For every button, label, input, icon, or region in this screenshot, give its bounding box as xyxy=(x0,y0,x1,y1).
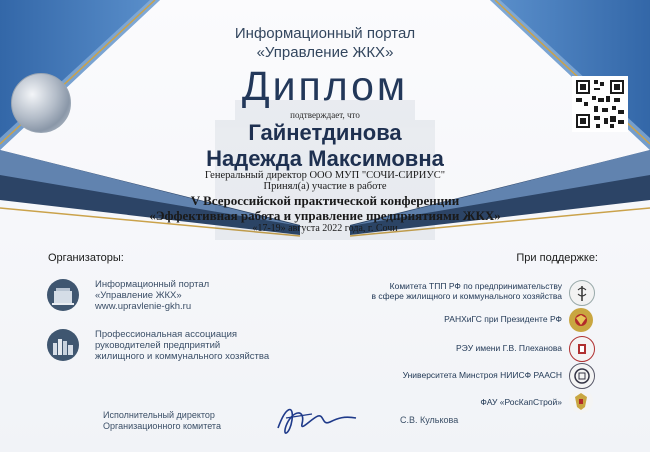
organizers-heading: Организаторы: xyxy=(48,252,124,264)
organizer-association-line1: Профессиональная ассоциация xyxy=(95,329,238,340)
portal-title xyxy=(0,24,650,62)
skyline-icon xyxy=(47,329,79,361)
portal-title-line1: Информационный портал xyxy=(234,25,416,42)
institute-emblem-icon xyxy=(569,363,595,389)
signature-icon xyxy=(272,398,362,442)
mercury-emblem-icon xyxy=(569,280,595,306)
building-icon xyxy=(47,279,79,311)
recipient-position: Генеральный директор ООО МУП "СОЧИ-СИРИУС" xyxy=(204,170,446,181)
supporter-reu: РЭУ имени Г.В. Плеханова xyxy=(455,343,562,353)
eagle-emblem-icon xyxy=(569,308,593,332)
signatory-title-line1: Исполнительный директор xyxy=(103,410,215,420)
participated-text: Принял(а) участие в работе xyxy=(263,181,387,192)
supporters-heading: При поддержке: xyxy=(516,252,598,264)
conference-title-line2: «Эффективная работа и управление предприятиями ЖКХ» xyxy=(149,208,501,223)
signatory-title xyxy=(103,410,221,432)
organizer-association xyxy=(95,329,269,362)
state-emblem-icon xyxy=(569,389,593,413)
supporter-tpp-line2: в сфере жилищного и коммунального хозяйства xyxy=(371,291,562,301)
recipient-surname: Гайнетдинова xyxy=(248,120,402,145)
recipient-name: Надежда Максимовна xyxy=(206,146,444,171)
organizer-association-line2: руководителей предприятий xyxy=(95,340,221,351)
conference-title-line1: V Всероссийской практической конференции xyxy=(190,193,460,208)
signatory-title-line2: Организационного комитета xyxy=(103,421,221,431)
supporter-roskapstroy: ФАУ «РосКапСтрой» xyxy=(480,397,562,407)
conference-date-place: «17-19» августа 2022 года, г. Сочи xyxy=(252,223,398,234)
supporter-tpp-line1: Комитета ТПП РФ по предпринимательству xyxy=(389,281,562,291)
organizer-portal-line1: Информационный портал xyxy=(95,279,210,290)
supporter-niisf: Университета Минстроя НИИСФ РААСН xyxy=(402,370,562,380)
organizer-portal-url: www.upravlenie-gkh.ru xyxy=(95,301,192,312)
diploma-title: Диплом xyxy=(241,63,409,109)
organizer-association-line3: жилищного и коммунального хозяйства xyxy=(95,351,270,362)
portal-title-line2: «Управление ЖКХ» xyxy=(256,44,394,61)
organizer-portal xyxy=(95,279,209,312)
university-crest-icon xyxy=(569,336,595,362)
supporter-ranepa: РАНХиГС при Президенте РФ xyxy=(444,314,562,324)
confirms-text: подтверждает, что xyxy=(290,110,360,120)
organizer-portal-line2: «Управление ЖКХ» xyxy=(95,290,182,301)
signer-name: С.В. Кулькова xyxy=(400,415,459,425)
supporter-tpp xyxy=(372,281,562,301)
